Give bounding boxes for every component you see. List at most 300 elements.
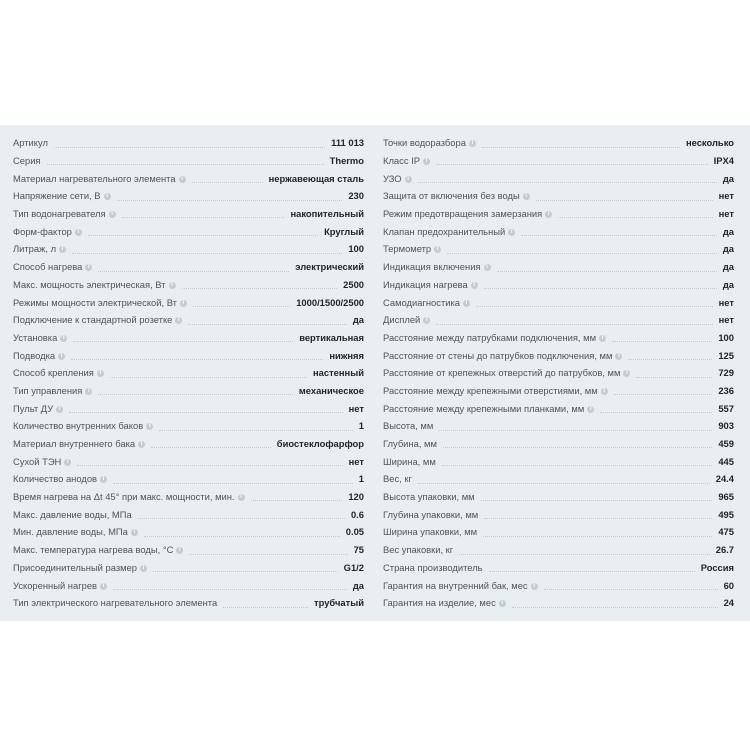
spec-label-text: Вес упаковки, кг <box>383 544 454 556</box>
dotted-leader <box>98 270 289 272</box>
info-icon[interactable] <box>131 529 138 536</box>
spec-label <box>383 597 506 608</box>
spec-label-text: Расстояние между патрубками подключения, мм <box>383 331 597 343</box>
spec-row <box>383 399 734 417</box>
spec-row <box>13 576 364 594</box>
spec-label-text: Мин. давление воды, МПа <box>13 526 128 538</box>
spec-label-text: Класс IP <box>383 155 420 167</box>
dotted-leader <box>612 340 712 342</box>
spec-value: нет <box>348 402 364 414</box>
spec-label <box>383 456 436 467</box>
info-icon[interactable] <box>615 353 622 360</box>
spec-value: трубчатый <box>314 597 364 609</box>
spec-label <box>383 403 594 414</box>
dotted-leader <box>153 570 338 572</box>
dotted-leader <box>512 606 718 608</box>
spec-value: да <box>352 314 364 326</box>
dotted-leader <box>138 517 345 519</box>
spec-value: 100 <box>718 331 734 343</box>
spec-label <box>13 173 186 184</box>
spec-row <box>383 276 734 294</box>
info-icon[interactable] <box>423 158 430 165</box>
info-icon[interactable] <box>434 246 441 253</box>
dotted-leader <box>628 358 712 360</box>
dotted-leader <box>497 270 717 272</box>
spec-value: нижняя <box>329 349 364 361</box>
spec-label <box>13 297 187 308</box>
spec-value: накопительный <box>290 208 364 220</box>
spec-row <box>383 576 734 594</box>
spec-value: 24.4 <box>715 473 734 485</box>
spec-value: IPX4 <box>713 155 734 167</box>
spec-row <box>13 152 364 170</box>
dotted-leader <box>536 199 713 201</box>
spec-label-text: Расстояние между крепежными планками, мм <box>383 402 585 414</box>
spec-row <box>13 169 364 187</box>
spec-value: 557 <box>718 402 734 414</box>
spec-label <box>383 190 530 201</box>
spec-label-text: Режимы мощности электрической, Вт <box>13 296 177 308</box>
spec-label <box>13 562 147 573</box>
dotted-leader <box>71 358 323 360</box>
info-icon[interactable] <box>499 600 506 607</box>
spec-row <box>383 240 734 258</box>
spec-row <box>383 452 734 470</box>
spec-row <box>13 187 364 205</box>
spec-row <box>383 293 734 311</box>
spec-label <box>383 473 412 484</box>
spec-label <box>383 173 412 184</box>
info-icon[interactable] <box>140 565 147 572</box>
spec-value: 125 <box>718 349 734 361</box>
dotted-leader <box>189 553 347 555</box>
spec-label-text: Расстояние от крепежных отверстий до патрубков, мм <box>383 367 621 379</box>
spec-label-text: Ускоренный нагрев <box>13 579 98 591</box>
spec-label-text: Количество анодов <box>13 473 98 485</box>
info-icon[interactable] <box>405 176 412 183</box>
spec-value: нет <box>348 455 364 467</box>
spec-label-text: Термометр <box>383 243 432 255</box>
spec-label <box>383 385 608 396</box>
spec-row <box>383 364 734 382</box>
spec-value: 729 <box>718 367 734 379</box>
info-icon[interactable] <box>484 264 491 271</box>
dotted-leader <box>476 305 713 307</box>
spec-row <box>383 346 734 364</box>
spec-row <box>13 382 364 400</box>
spec-value: 100 <box>348 243 364 255</box>
spec-value: да <box>722 243 734 255</box>
dotted-leader <box>442 464 713 466</box>
spec-value: 459 <box>718 438 734 450</box>
dotted-leader <box>72 252 342 254</box>
spec-label <box>13 544 183 555</box>
spec-label-text: Клапан предохранительный <box>383 225 506 237</box>
spec-row <box>383 594 734 612</box>
dotted-leader <box>459 553 710 555</box>
spec-value: 445 <box>718 455 734 467</box>
spec-row <box>13 134 364 152</box>
spec-label-text: Присоединительный размер <box>13 561 138 573</box>
spec-row <box>383 523 734 541</box>
info-icon[interactable] <box>623 370 630 377</box>
spec-value: да <box>722 261 734 273</box>
spec-row <box>383 258 734 276</box>
spec-label-text: Высота, мм <box>383 420 434 432</box>
info-icon[interactable] <box>523 193 530 200</box>
spec-label <box>13 597 217 608</box>
info-icon[interactable] <box>104 193 111 200</box>
spec-value: нет <box>718 190 734 202</box>
info-icon[interactable] <box>97 370 104 377</box>
info-icon[interactable] <box>175 317 182 324</box>
spec-row <box>383 169 734 187</box>
spec-label <box>13 385 92 396</box>
spec-row <box>13 293 364 311</box>
spec-value: вертикальная <box>299 331 364 343</box>
info-icon[interactable] <box>58 353 65 360</box>
spec-label-text: Дисплей <box>383 314 421 326</box>
spec-label <box>13 332 67 343</box>
spec-row <box>13 541 364 559</box>
spec-label-text: Подключение к стандартной розетке <box>13 314 173 326</box>
spec-label <box>13 350 65 361</box>
spec-row <box>13 240 364 258</box>
spec-value: 965 <box>718 491 734 503</box>
spec-label <box>383 491 475 502</box>
dotted-leader <box>73 340 293 342</box>
spec-label <box>13 208 116 219</box>
spec-label-text: Время нагрева на Δt 45° при макс. мощности, мин. <box>13 491 235 503</box>
dotted-leader <box>483 535 712 537</box>
dotted-leader <box>223 606 308 608</box>
spec-label <box>383 208 552 219</box>
spec-label-text: Режим предотвращения замерзания <box>383 208 543 220</box>
spec-value: 0.6 <box>350 508 364 520</box>
spec-row <box>13 452 364 470</box>
spec-label-text: Расстояние между крепежными отверстиями, мм <box>383 384 598 396</box>
dotted-leader <box>151 446 271 448</box>
info-icon[interactable] <box>176 547 183 554</box>
spec-label <box>13 155 41 166</box>
spec-label-text: Способ крепления <box>13 367 94 379</box>
spec-row <box>13 258 364 276</box>
spec-label <box>13 226 82 237</box>
spec-label <box>13 420 153 431</box>
spec-row <box>13 346 364 364</box>
spec-value: да <box>722 225 734 237</box>
dotted-leader <box>521 234 717 236</box>
dotted-leader <box>113 482 353 484</box>
spec-value: несколько <box>685 137 734 149</box>
spec-value: 2500 <box>343 278 364 290</box>
info-icon[interactable] <box>100 476 107 483</box>
info-icon[interactable] <box>75 229 82 236</box>
info-icon[interactable] <box>146 423 153 430</box>
dotted-leader <box>182 287 338 289</box>
spec-row <box>383 329 734 347</box>
spec-row <box>13 364 364 382</box>
dotted-leader <box>436 163 708 165</box>
spec-row <box>383 187 734 205</box>
info-icon[interactable] <box>471 282 478 289</box>
info-icon[interactable] <box>169 282 176 289</box>
spec-label <box>13 190 111 201</box>
spec-label <box>383 350 622 361</box>
spec-label-text: Макс. давление воды, МПа <box>13 508 132 520</box>
spec-row <box>383 559 734 577</box>
spec-label-text: Гарантия на изделие, мес <box>383 597 496 609</box>
dotted-leader <box>54 146 325 148</box>
spec-label-text: Сухой ТЭН <box>13 455 62 467</box>
spec-label-text: Количество внутренних баков <box>13 420 144 432</box>
spec-label-text: Форм-фактор <box>13 225 72 237</box>
spec-label <box>13 456 71 467</box>
spec-row <box>13 435 364 453</box>
spec-label <box>383 243 441 254</box>
dotted-leader <box>251 499 343 501</box>
spec-row <box>13 559 364 577</box>
dotted-leader <box>481 499 713 501</box>
info-icon[interactable] <box>59 246 66 253</box>
spec-value: да <box>352 579 364 591</box>
spec-label <box>13 491 245 502</box>
info-icon[interactable] <box>85 388 92 395</box>
spec-value: 120 <box>348 491 364 503</box>
spec-value: 0.05 <box>345 526 364 538</box>
spec-row <box>13 311 364 329</box>
dotted-leader <box>69 411 342 413</box>
spec-label-text: Ширина упаковки, мм <box>383 526 478 538</box>
info-icon[interactable] <box>531 583 538 590</box>
info-icon[interactable] <box>100 583 107 590</box>
spec-label <box>383 226 515 237</box>
info-icon[interactable] <box>599 335 606 342</box>
spec-label-text: Точки водоразбора <box>383 137 466 149</box>
spec-label-text: Подводка <box>13 349 56 361</box>
dotted-leader <box>439 429 712 431</box>
dotted-leader <box>418 181 717 183</box>
spec-label-text: Тип управления <box>13 384 83 396</box>
spec-label-text: Артикул <box>13 137 48 149</box>
spec-row <box>13 594 364 612</box>
spec-value: 24 <box>723 597 734 609</box>
dotted-leader <box>484 287 717 289</box>
spec-label <box>383 509 478 520</box>
spec-label-text: Индикация включения <box>383 261 481 273</box>
spec-value: 60 <box>723 579 734 591</box>
specs-column-right <box>383 134 734 612</box>
spec-value: 111 013 <box>331 137 364 149</box>
spec-label-text: Защита от включения без воды <box>383 190 520 202</box>
spec-label <box>13 473 107 484</box>
spec-row <box>13 329 364 347</box>
info-icon[interactable] <box>238 494 245 501</box>
info-icon[interactable] <box>469 140 476 147</box>
dotted-leader <box>110 376 307 378</box>
dotted-leader <box>192 181 263 183</box>
spec-row <box>383 205 734 223</box>
spec-label-text: Страна производитель <box>383 561 483 573</box>
spec-label-text: Ширина, мм <box>383 455 436 467</box>
spec-row <box>383 222 734 240</box>
spec-label-text: Глубина, мм <box>383 438 437 450</box>
spec-value: G1/2 <box>343 561 364 573</box>
spec-value: 475 <box>718 526 734 538</box>
spec-label <box>383 420 433 431</box>
spec-label-text: Установка <box>13 331 58 343</box>
spec-row <box>13 505 364 523</box>
dotted-leader <box>98 393 292 395</box>
dotted-leader <box>77 464 342 466</box>
spec-row <box>13 399 364 417</box>
info-icon[interactable] <box>179 176 186 183</box>
dotted-leader <box>436 323 712 325</box>
spec-label <box>13 261 92 272</box>
spec-row <box>383 311 734 329</box>
spec-label <box>383 438 437 449</box>
spec-label <box>383 367 630 378</box>
info-icon[interactable] <box>423 317 430 324</box>
spec-value: нет <box>718 208 734 220</box>
info-icon[interactable] <box>508 229 515 236</box>
info-icon[interactable] <box>463 300 470 307</box>
spec-value: 903 <box>718 420 734 432</box>
info-icon[interactable] <box>64 459 71 466</box>
info-icon[interactable] <box>109 211 116 218</box>
dotted-leader <box>88 234 318 236</box>
spec-label-text: Пульт ДУ <box>13 402 54 414</box>
spec-value: механическое <box>298 384 364 396</box>
spec-label <box>13 243 66 254</box>
dotted-leader <box>489 570 695 572</box>
dotted-leader <box>113 588 347 590</box>
spec-label <box>383 562 483 573</box>
dotted-leader <box>159 429 353 431</box>
spec-label-text: Тип электрического нагревательного элемента <box>13 597 218 609</box>
spec-label <box>383 261 491 272</box>
dotted-leader <box>443 446 712 448</box>
spec-label <box>383 137 476 148</box>
info-icon[interactable] <box>56 406 63 413</box>
spec-value: электрический <box>295 261 364 273</box>
info-icon[interactable] <box>601 388 608 395</box>
spec-label <box>13 438 145 449</box>
spec-value: 26.7 <box>715 544 734 556</box>
spec-value: нет <box>718 314 734 326</box>
dotted-leader <box>447 252 717 254</box>
spec-value: Thermo <box>329 155 364 167</box>
specs-column-left <box>13 134 364 612</box>
dotted-leader <box>600 411 712 413</box>
spec-label <box>13 526 138 537</box>
spec-label <box>13 580 107 591</box>
dotted-leader <box>122 216 285 218</box>
spec-row <box>383 488 734 506</box>
info-icon[interactable] <box>138 441 145 448</box>
spec-label-text: Серия <box>13 155 41 167</box>
spec-label <box>13 137 48 148</box>
spec-row <box>383 134 734 152</box>
spec-value: биостеклофарфор <box>276 438 364 450</box>
spec-label-text: Вес, кг <box>383 473 412 485</box>
spec-label <box>13 509 132 520</box>
spec-value: 1 <box>358 473 364 485</box>
spec-label-text: Материал нагревательного элемента <box>13 172 176 184</box>
spec-row <box>13 523 364 541</box>
spec-label <box>383 297 470 308</box>
spec-label <box>13 279 176 290</box>
spec-label <box>383 332 606 343</box>
dotted-leader <box>484 517 712 519</box>
dotted-leader <box>614 393 713 395</box>
spec-row <box>13 417 364 435</box>
spec-value: нет <box>718 296 734 308</box>
spec-label-text: Макс. температура нагрева воды, °С <box>13 544 174 556</box>
spec-row <box>13 276 364 294</box>
dotted-leader <box>482 146 680 148</box>
dotted-leader <box>558 216 712 218</box>
spec-value: 236 <box>718 384 734 396</box>
spec-row <box>383 382 734 400</box>
dotted-leader <box>193 305 290 307</box>
info-icon[interactable] <box>587 406 594 413</box>
spec-value: 75 <box>353 544 364 556</box>
info-icon[interactable] <box>180 300 187 307</box>
spec-label <box>13 367 104 378</box>
spec-value: 1000/1500/2500 <box>296 296 364 308</box>
spec-label-text: Самодиагностика <box>383 296 461 308</box>
dotted-leader <box>47 163 324 165</box>
dotted-leader <box>636 376 712 378</box>
spec-row <box>383 541 734 559</box>
spec-label-text: УЗО <box>383 172 402 184</box>
spec-label-text: Материал внутреннего бака <box>13 438 136 450</box>
spec-label-text: Индикация нагрева <box>383 278 468 290</box>
dotted-leader <box>418 482 710 484</box>
spec-row <box>383 505 734 523</box>
spec-label <box>383 155 430 166</box>
info-icon[interactable] <box>545 211 552 218</box>
spec-row <box>383 152 734 170</box>
spec-label <box>13 403 63 414</box>
spec-value: настенный <box>313 367 364 379</box>
spec-value: 230 <box>348 190 364 202</box>
spec-label-text: Высота упаковки, мм <box>383 491 475 503</box>
spec-value: Россия <box>700 561 734 573</box>
spec-label <box>13 314 182 325</box>
spec-label-text: Напряжение сети, В <box>13 190 101 202</box>
spec-label-text: Гарантия на внутренний бак, мес <box>383 579 528 591</box>
spec-label-text: Расстояние от стены до патрубков подключения, мм <box>383 349 613 361</box>
spec-label <box>383 580 538 591</box>
dotted-leader <box>188 323 346 325</box>
spec-row <box>383 435 734 453</box>
spec-value: да <box>722 172 734 184</box>
info-icon[interactable] <box>85 264 92 271</box>
spec-row <box>13 205 364 223</box>
spec-value: нержавеющая сталь <box>268 172 364 184</box>
spec-row <box>13 488 364 506</box>
spec-row <box>383 417 734 435</box>
spec-label <box>383 544 453 555</box>
spec-label-text: Глубина упаковки, мм <box>383 508 479 520</box>
spec-value: 1 <box>358 420 364 432</box>
spec-value: да <box>722 278 734 290</box>
spec-row <box>13 470 364 488</box>
info-icon[interactable] <box>60 335 67 342</box>
dotted-leader <box>144 535 340 537</box>
